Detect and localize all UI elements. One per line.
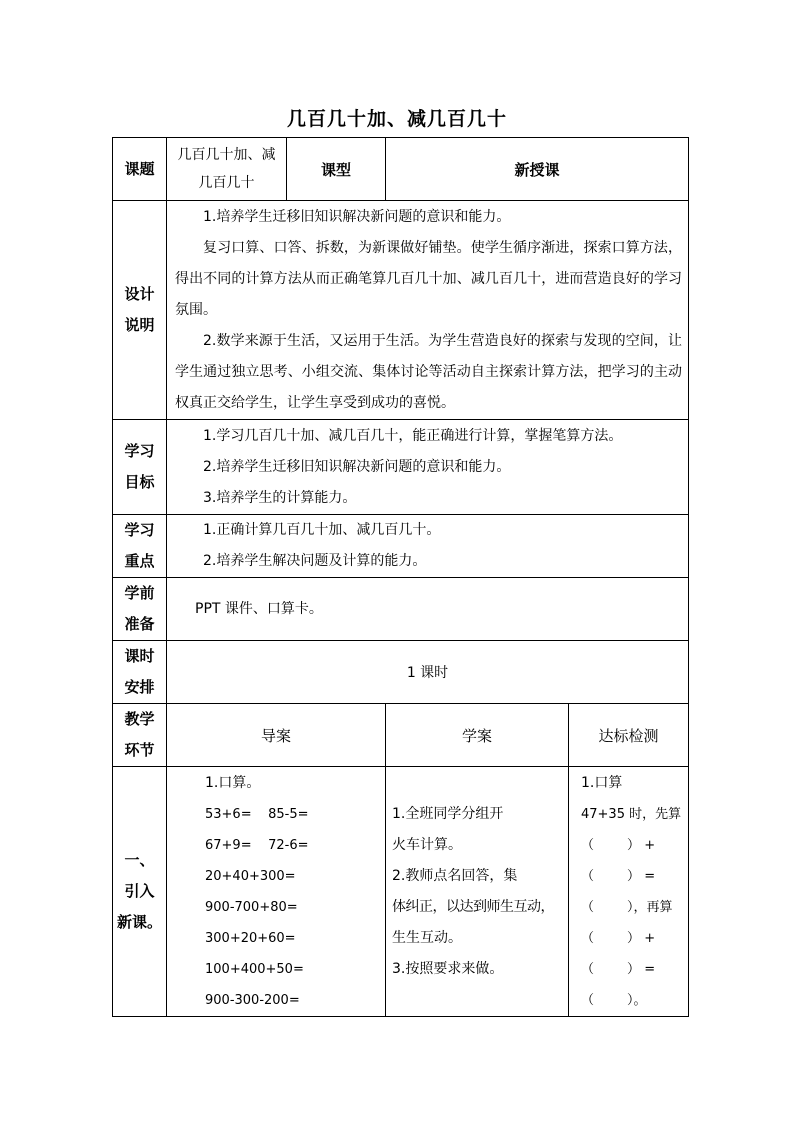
intro-study-cell [386, 767, 569, 1017]
design-row [113, 201, 689, 420]
focus-label: 学习 重点 [113, 515, 167, 578]
intro-row [113, 767, 689, 1017]
time-row [113, 641, 689, 704]
design-paragraph-2: 复习口算、口答、拆数，为新课做好铺垫。使学生循序渐进，探索口算方法，得出不同的计算方法从而正确笔算几百几十加、减几百几十，进而营造良好的学习氛围。 [175, 239, 683, 318]
guide-line: 53+6= 85-5= [205, 807, 309, 822]
check-line: （ ） = [581, 869, 656, 884]
goals-row [113, 420, 689, 515]
time-value: 1 课时 [167, 641, 689, 704]
design-content [167, 201, 689, 420]
design-paragraph-1: 1.培养学生迁移旧知识解决新问题的意识和能力。 [203, 208, 511, 225]
design-label: 设计 说明 [113, 201, 167, 420]
intro-check-cell [569, 767, 689, 1017]
guide-line: 67+9= 72-6= [205, 838, 309, 853]
prep-label: 学前 准备 [113, 578, 167, 641]
check-line: （ ），再算 [581, 900, 673, 915]
prep-row [113, 578, 689, 641]
prep-value: PPT 课件、口算卡。 [167, 578, 689, 641]
design-paragraph-3: 2.数学来源于生活，又运用于生活。为学生营造良好的探索与发现的空间，让学生通过独立思考、小组交流、集体讨论等活动自主探索计算方法，把学习的主动权真正交给学生，让学生享受到成功的喜悦。 [175, 332, 683, 411]
check-line: （ ）。 [581, 993, 647, 1008]
time-label: 课时 安排 [113, 641, 167, 704]
focus-content [167, 515, 689, 578]
goals-label: 学习 目标 [113, 420, 167, 515]
check-line: （ ） = [581, 962, 656, 977]
check-column-header: 达标检测 [569, 704, 689, 767]
goal-item-1: 1.学习几百几十加、减几百几十，能正确进行计算，掌握笔算方法。 [203, 427, 623, 444]
stage-header-row [113, 704, 689, 767]
guide-line: 900-700+80= [205, 900, 298, 915]
document-title: 几百几十加、减几百几十 [286, 108, 507, 130]
study-line: 2.教师点名回答，集 [392, 868, 518, 884]
guide-line: 1.口算。 [205, 775, 261, 791]
topic-value: 几百几十加、减几百几十 [167, 138, 287, 201]
check-line: 1.口算 [581, 775, 623, 791]
study-line: 3.按照要求来做。 [392, 961, 504, 977]
type-value: 新授课 [386, 138, 689, 201]
study-line: 生生互动。 [392, 930, 462, 946]
guide-line: 20+40+300= [205, 869, 296, 884]
check-line: （ ） + [581, 838, 656, 853]
intro-guide-cell [167, 767, 386, 1017]
intro-label: 一、 引入 新课。 [113, 767, 167, 1017]
focus-item-2: 2.培养学生解决问题及计算的能力。 [203, 553, 427, 569]
check-line: （ ） + [581, 931, 656, 946]
guide-line: 300+20+60= [205, 931, 296, 946]
goal-item-3: 3.培养学生的计算能力。 [203, 489, 357, 506]
study-line: 体纠正，以达到师生互动， [392, 899, 554, 915]
study-line: 1.全班同学分组开 [392, 806, 504, 822]
guide-line: 100+400+50= [205, 962, 304, 977]
lesson-plan-table [112, 137, 689, 1017]
check-line: 47+35 时，先算 [581, 807, 682, 822]
study-line: 火车计算。 [392, 837, 462, 853]
study-column-header: 学案 [386, 704, 569, 767]
topic-row [113, 138, 689, 201]
goal-item-2: 2.培养学生迁移旧知识解决新问题的意识和能力。 [203, 458, 511, 475]
guide-line: 900-300-200= [205, 993, 300, 1008]
guide-column-header: 导案 [167, 704, 386, 767]
focus-item-1: 1.正确计算几百几十加、减几百几十。 [203, 522, 441, 538]
focus-row [113, 515, 689, 578]
type-label: 课型 [287, 138, 386, 201]
goals-content [167, 420, 689, 515]
stage-label: 教学 环节 [113, 704, 167, 767]
topic-label: 课题 [113, 138, 167, 201]
